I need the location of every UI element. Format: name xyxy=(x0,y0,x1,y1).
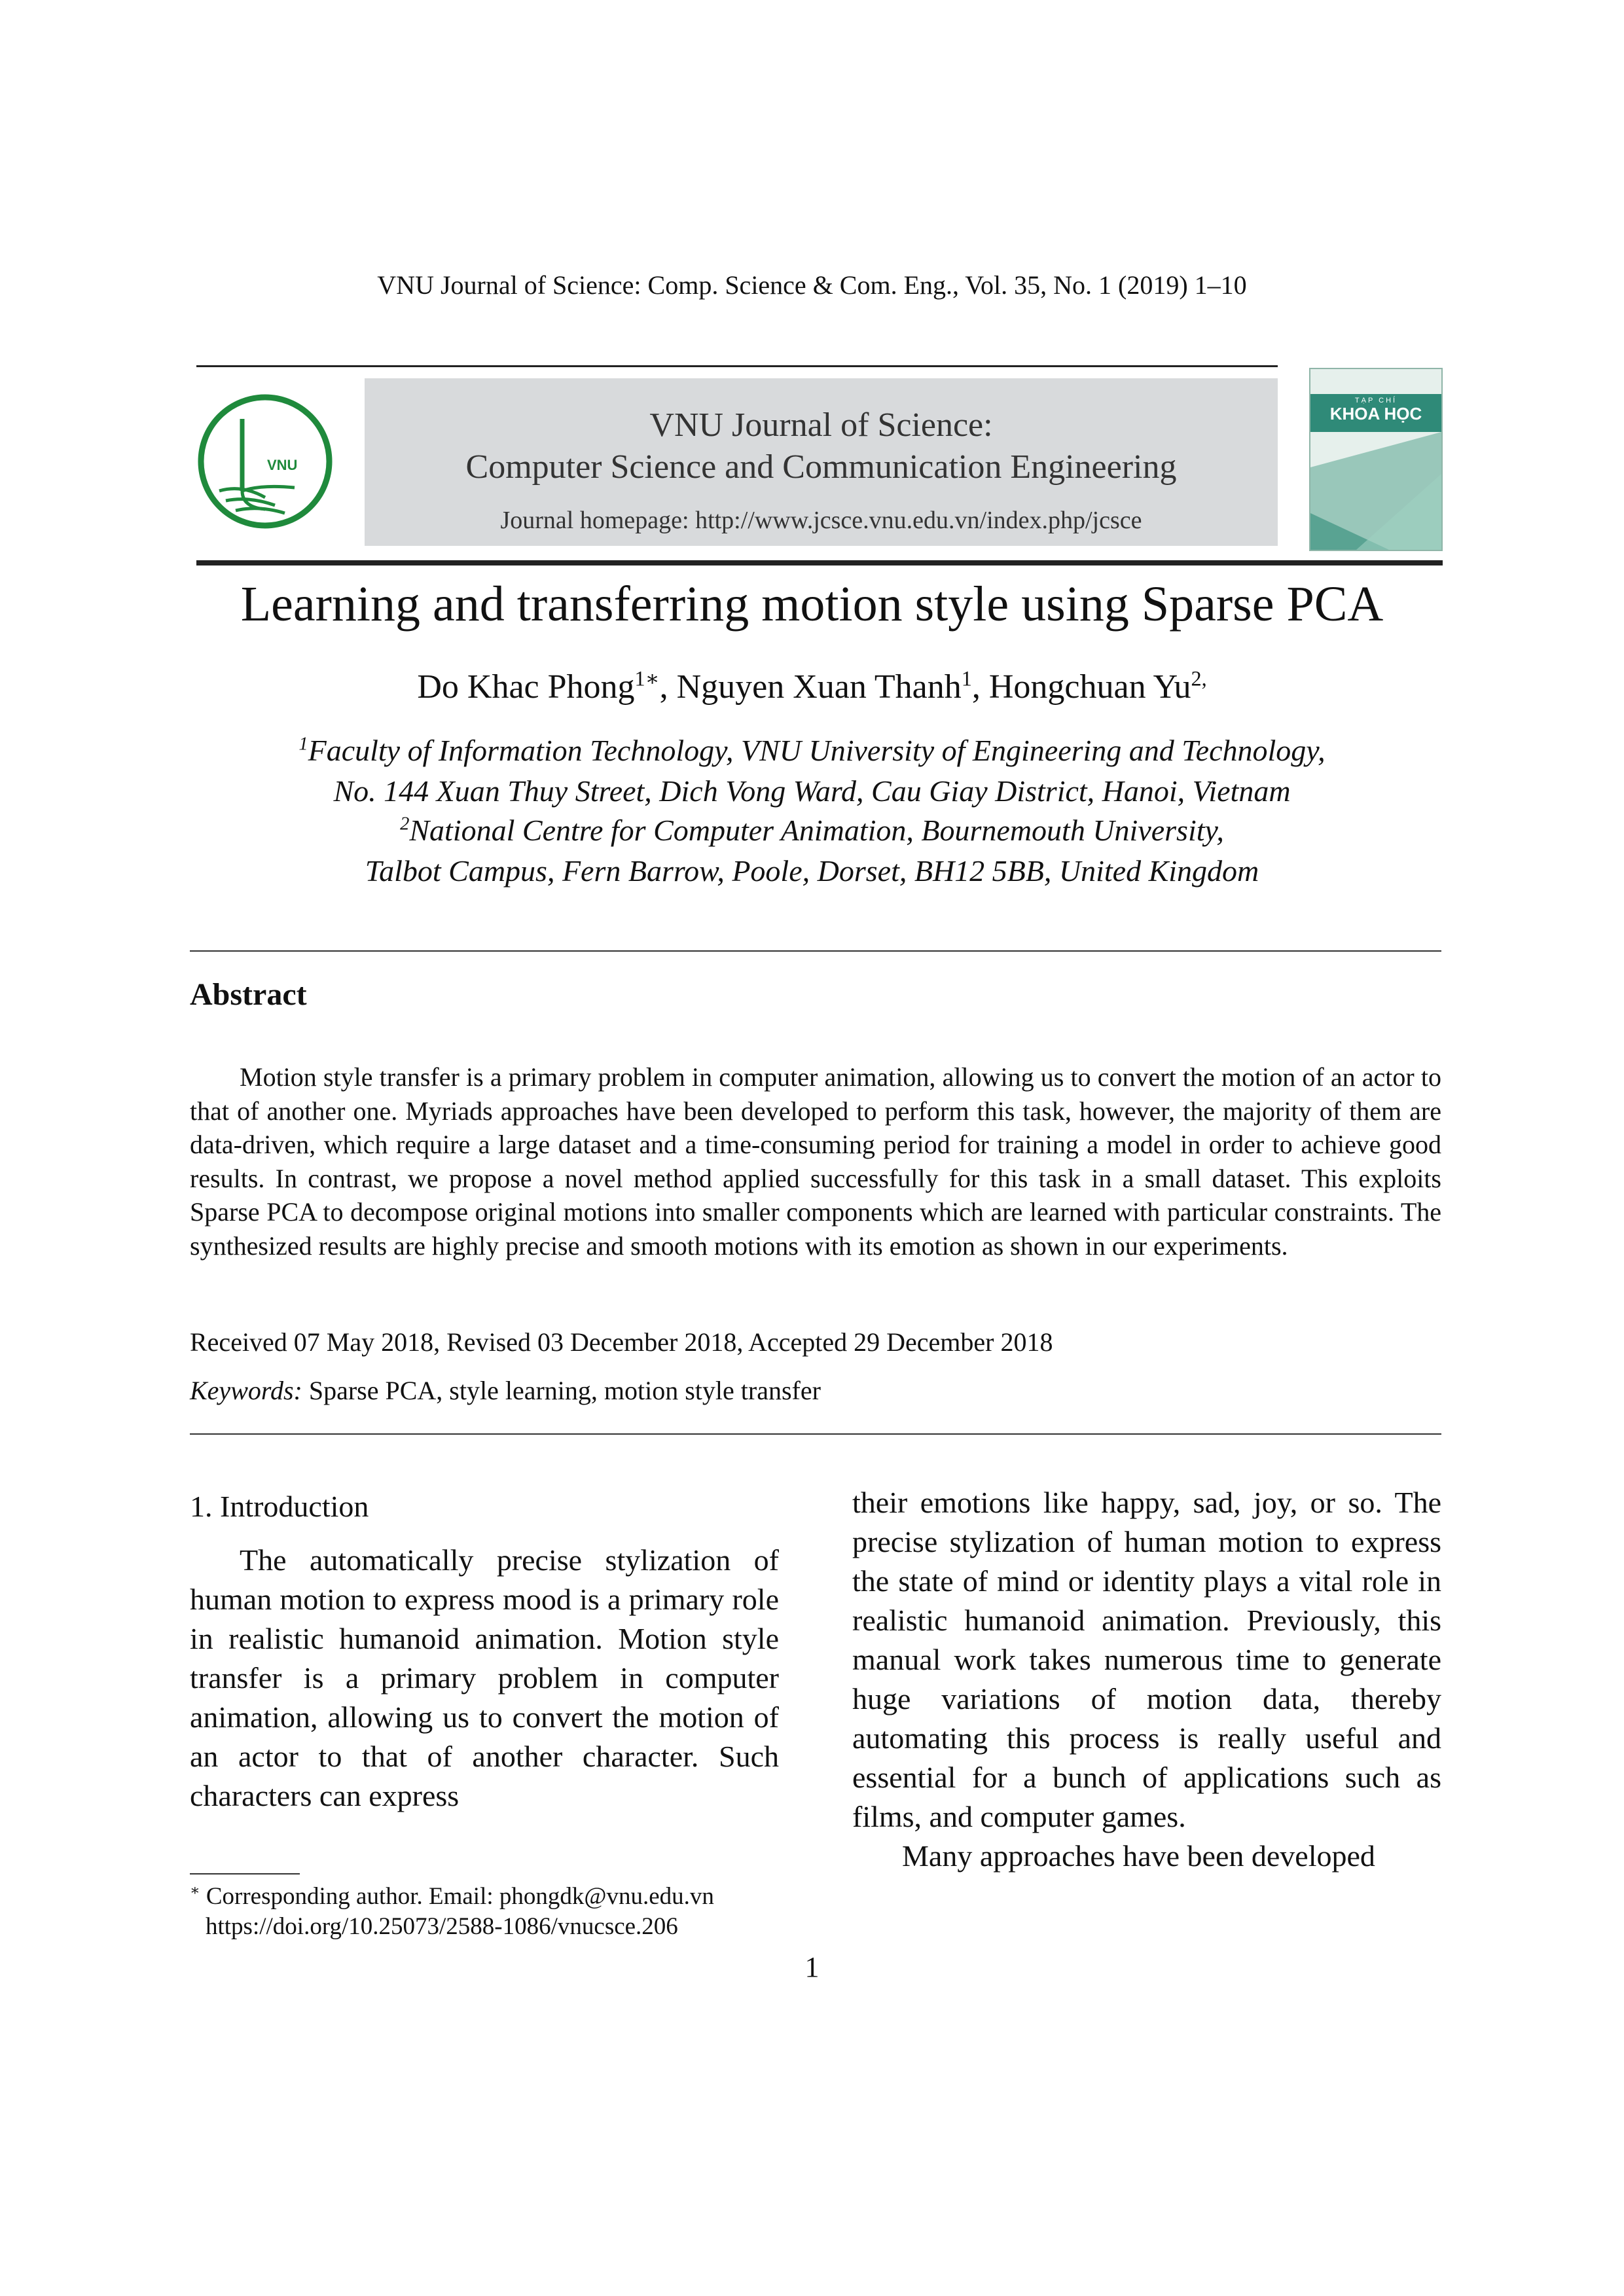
author-name: Do Khac Phong xyxy=(417,668,635,706)
header-thick-rule xyxy=(196,560,1443,565)
affiliation-1-line-1: $^1$Faculty of Information Technology, VNU University of Engineering and Technology, xyxy=(298,734,1326,767)
body-paragraph: their emotions like happy, sad, joy, or so. The precise stylization of human motion to express the state of mind or identity plays a vital role in realistic humanoid animation. Previously, this manual work takes numerous time to generate huge variations of motion data, thereby automating this process is really useful and essential for a bunch of applications such as films, and computer games. xyxy=(852,1486,1441,1833)
author-name: , Nguyen Xuan Thanh xyxy=(659,668,962,706)
affiliation-1-line-2: No. 144 Xuan Thuy Street, Dich Vong Ward, Cau Giay District, Hanoi, Vietnam xyxy=(333,774,1291,808)
banner-title: VNU Journal of Science: xyxy=(649,406,993,444)
author-list xyxy=(0,668,1624,706)
footnote-rule xyxy=(190,1873,300,1874)
abstract-top-rule xyxy=(190,950,1441,952)
running-head: VNU Journal of Science: Comp. Science & Com. Eng., Vol. 35, No. 1 (2019) 1–10 xyxy=(377,270,1247,300)
body-paragraph: Many approaches have been developed xyxy=(902,1839,1375,1873)
abstract-heading: Abstract xyxy=(190,977,307,1012)
paper-title: Learning and transferring motion style using Sparse PCA xyxy=(240,577,1384,632)
cover-small-label: TẠP CHÍ xyxy=(1354,397,1398,404)
vnu-logo xyxy=(196,393,334,530)
journal-cover-thumbnail xyxy=(1309,368,1443,551)
author-affiliation-mark: 1 xyxy=(961,666,972,691)
keywords-text: Sparse PCA, style learning, motion style transfer xyxy=(302,1376,821,1405)
affiliation-mark: 2 xyxy=(400,814,410,834)
right-column xyxy=(852,1483,1441,1876)
svg-text:VNU: VNU xyxy=(267,457,298,473)
cover-title: KHOA HỌC xyxy=(1329,404,1422,423)
left-column xyxy=(190,1487,779,1816)
abstract-text: Motion style transfer is a primary problem in computer animation, allowing us to convert the motion of an actor to that of another one. Myriads approaches have been developed to perform this task, however, the majority of them are data-driven, which require a large dataset and a time-consuming period for training a model in order to achieve good results. In contrast, we propose a novel method applied successfully for this task in a small dataset. This exploits Sparse PCA to decompose original motions into smaller components which are learned with particular constraints. The synthesized results are highly precise and smooth motions with its emotion as shown in our experiments. xyxy=(190,1062,1441,1261)
affiliation-2-line-2: Talbot Campus, Fern Barrow, Poole, Dorset, BH12 5BB, United Kingdom xyxy=(365,854,1259,888)
received-dates: Received 07 May 2018, Revised 03 December 2018, Accepted 29 December 2018 xyxy=(190,1327,1053,1357)
keywords-line xyxy=(190,1375,821,1406)
footnote-doi: https://doi.org/10.25073/2588-1086/vnucsce.206 xyxy=(206,1913,678,1940)
page-number: 1 xyxy=(804,1951,820,1983)
keywords-label: Keywords: xyxy=(190,1376,302,1405)
author-name: , Hongchuan Yu xyxy=(971,668,1191,706)
affiliation-2-line-1: $^2$National Centre for Computer Animation, Bournemouth University, xyxy=(400,814,1224,847)
footnote-mark: ∗ xyxy=(190,1882,200,1899)
author-affiliation-mark: 1∗ xyxy=(634,666,660,691)
journal-homepage: Journal homepage: http://www.jcsce.vnu.edu.vn/index.php/jcsce xyxy=(500,507,1142,534)
cover-decoration-icon xyxy=(1310,369,1441,550)
footnote-corresponding-author: ∗ Corresponding author. Email: phongdk@vnu.edu.vn xyxy=(190,1882,714,1910)
author-affiliation-mark: 2, xyxy=(1191,666,1207,691)
section-heading: 1. Introduction xyxy=(190,1490,369,1523)
banner-subtitle: Computer Science and Communication Engineering xyxy=(465,448,1177,486)
journal-banner xyxy=(365,378,1278,546)
abstract-bottom-rule xyxy=(190,1433,1441,1435)
affiliation-mark: 1 xyxy=(298,734,308,755)
vnu-logo-icon xyxy=(196,393,334,530)
body-paragraph: The automatically precise stylization of human motion to express mood is a primary role in realistic humanoid animation. Motion style transfer is a primary problem in computer animation, allowing us to convert the motion of an actor to that of another character. Such characters can express xyxy=(190,1543,779,1812)
header-rule xyxy=(196,365,1278,367)
